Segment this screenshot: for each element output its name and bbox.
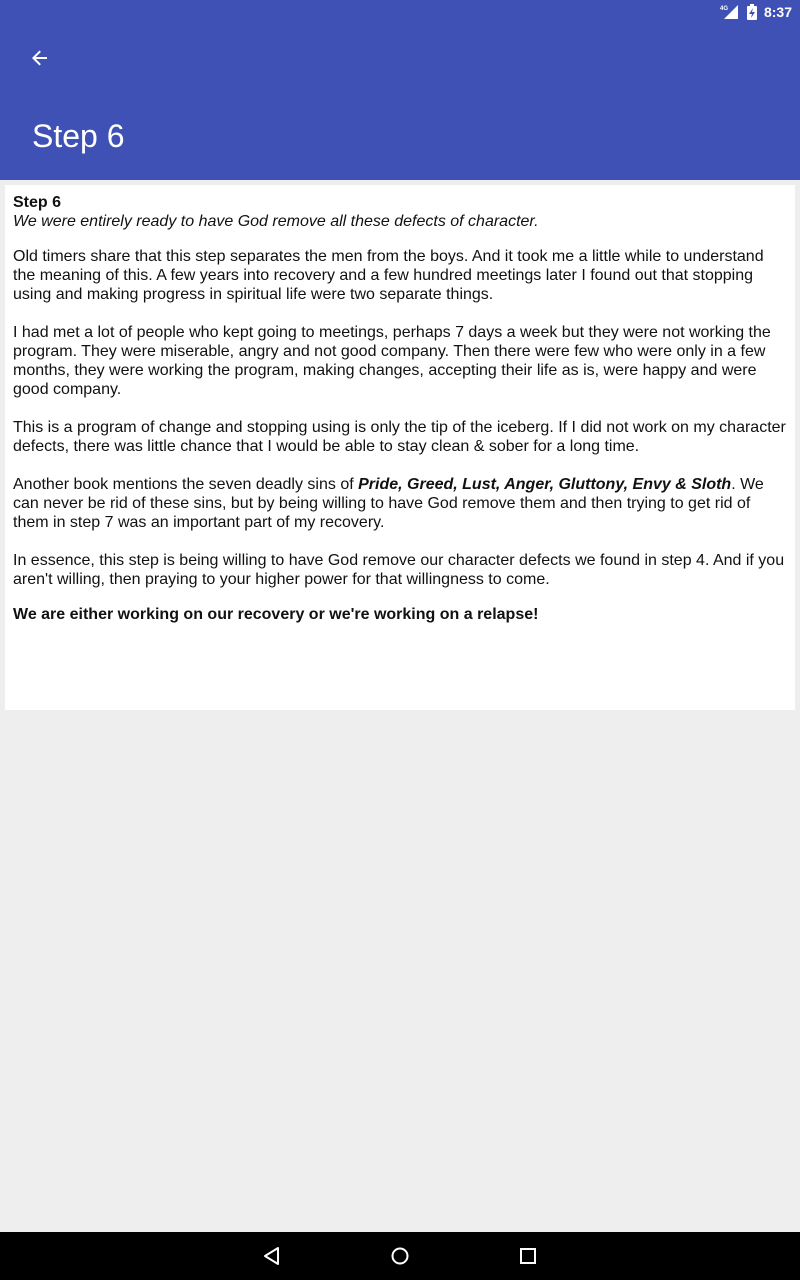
paragraph: I had met a lot of people who kept going to meetings, perhaps 7 days a week but they were not working the program. They were miserable, angry and not good company. Then there were few who were only in a few months, they were working the program, making changes, accepting their life as is, were happy and were good company. [13, 324, 771, 398]
essence-paragraph: In essence, this step is being willing to have God remove our character defects we found in step 4. And if you aren't willing, then praying to your higher power for that willingness to come. [13, 552, 785, 588]
sins-outro: . We can never be rid of these sins, but by being willing to have God remove them and then trying to get rid of them in step 7 was an important part of my recovery. [13, 476, 764, 531]
arrow-back-icon [30, 48, 50, 68]
sins-intro: Another book mentions the seven deadly sins of [13, 476, 359, 493]
circle-home-icon [390, 1246, 410, 1266]
closing-line: We are either working on our recovery or we're working on a relapse! [13, 606, 539, 623]
page-title: Step 6 [32, 118, 125, 154]
nav-home-button[interactable] [372, 1232, 428, 1280]
nav-recents-button[interactable] [500, 1232, 556, 1280]
sins-paragraph [13, 475, 787, 532]
deadly-sins-list: Pride, Greed, Lust, Anger, Gluttony, Envy & Sloth [358, 476, 732, 493]
signal-icon [720, 4, 740, 20]
battery-charging-icon [746, 4, 758, 20]
status-icons [720, 0, 792, 24]
app-bar [0, 24, 800, 180]
svg-text:4G: 4G [719, 6, 728, 12]
paragraph: This is a program of change and stopping using is only the tip of the iceberg. If I did not work on my character defects, there was little chance that I would be able to stay clean & sober for a long time. [13, 419, 786, 455]
navigation-bar [0, 1232, 800, 1280]
clock: 8:37 [763, 4, 792, 20]
triangle-back-icon [262, 1246, 282, 1266]
back-button[interactable] [20, 38, 60, 78]
status-bar [0, 0, 800, 24]
square-recents-icon [518, 1246, 538, 1266]
step-subtitle: We were entirely ready to have God remove all these defects of character. [13, 213, 539, 230]
nav-back-button[interactable] [244, 1232, 300, 1280]
content-heading: Step 6 [13, 194, 62, 211]
paragraph: Old timers share that this step separates the men from the boys. And it took me a little while to understand the meaning of this. A few years into recovery and a few hundred meetings later I found out that stopping using and making progress in spiritual life were two separate things. [13, 248, 764, 303]
step-content-card [5, 185, 795, 710]
